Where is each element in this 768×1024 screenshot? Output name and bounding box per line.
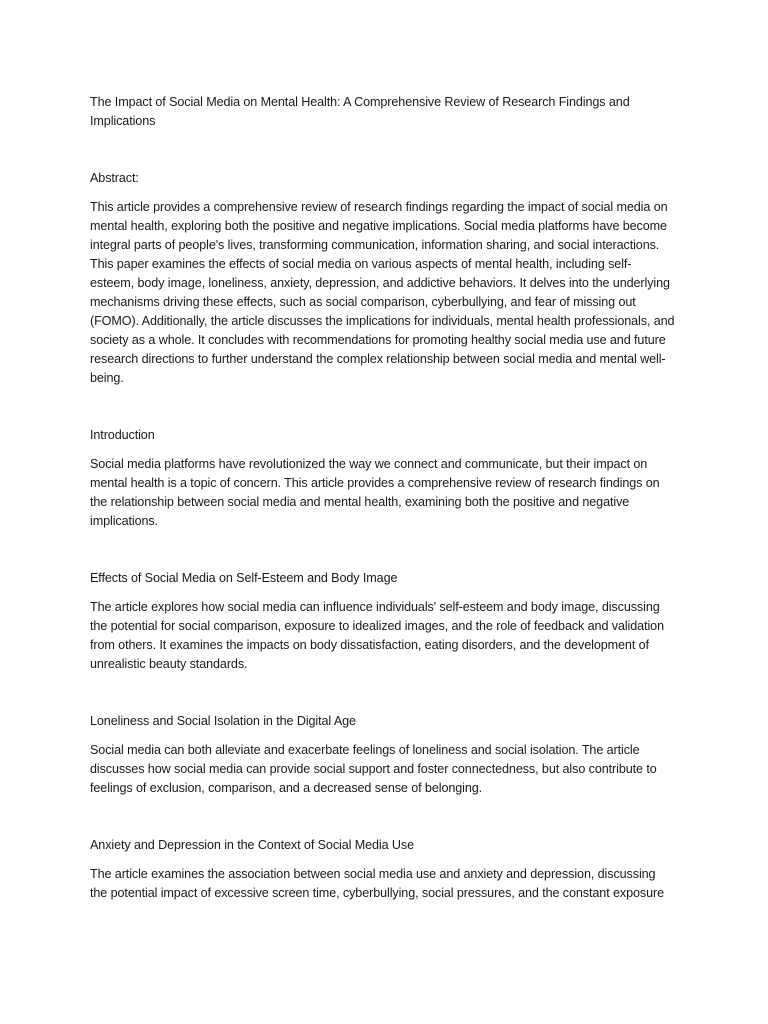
abstract-heading: Abstract: [90,171,139,185]
abstract-paragraph: This article provides a comprehensive review of research findings regarding the impact of social media on mental health, exploring both the positive and negative implications. Social media platforms have become integral parts of people's lives, transforming communication, information sharing, and social interactions. This paper examines the effects of social media on various aspects of mental health, including self-esteem, body image, loneliness, anxiety, depression, and addictive behaviors. It delves into the underlying mechanisms driving these effects, such as social comparison, cyberbullying, and fear of missing out (FOMO). Additionally, the article discusses the implications for individuals, mental health professionals, and society as a whole. It concludes with recommendations for promoting healthy social media use and future research directions to further understand the complex relationship between social media and mental well-being. [90,200,675,385]
self-esteem-heading: Effects of Social Media on Self-Esteem and Body Image [90,571,398,585]
loneliness-heading: Loneliness and Social Isolation in the Digital Age [90,714,356,728]
introduction-heading: Introduction [90,428,155,442]
loneliness-paragraph: Social media can both alleviate and exacerbate feelings of loneliness and social isolation. The article discusses how social media can provide social support and foster connectedness, but also contribute to feelings of exclusion, comparison, and a decreased sense of belonging. [90,743,657,795]
document-body [90,93,675,903]
anxiety-depression-paragraph: The article examines the association between social media use and anxiety and depression, discussing the potential impact of excessive screen time, cyberbullying, social pressures, and the constant exposure [90,867,665,900]
self-esteem-paragraph: The article explores how social media can influence individuals' self-esteem and body image, discussing the potential for social comparison, exposure to idealized images, and the role of feedback and validation from others. It examines the impacts on body dissatisfaction, eating disorders, and the development of unrealistic beauty standards. [90,600,664,671]
introduction-paragraph: Social media platforms have revolutionized the way we connect and communicate, but their impact on mental health is a topic of concern. This article provides a comprehensive review of research findings on the relationship between social media and mental health, examining both the positive and negative implications. [90,457,660,528]
anxiety-depression-heading: Anxiety and Depression in the Context of Social Media Use [90,838,415,852]
document-title: The Impact of Social Media on Mental Health: A Comprehensive Review of Research Findings and Implications [90,95,630,128]
